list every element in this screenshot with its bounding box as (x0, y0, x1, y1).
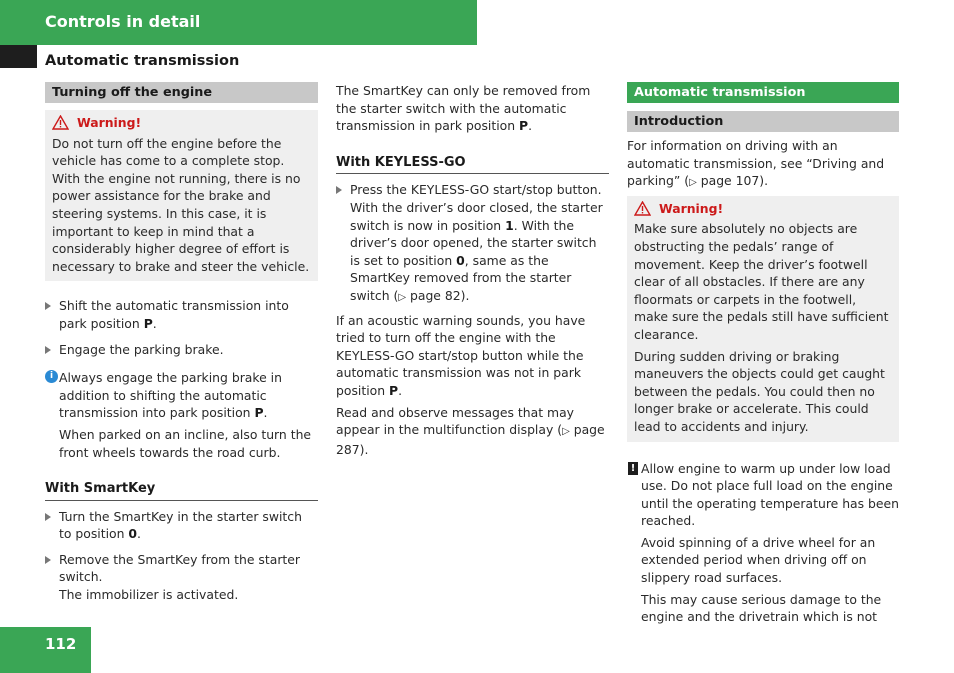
info-icon: i (45, 370, 58, 383)
chapter-header (0, 0, 477, 45)
warning-text-maneuvers: During sudden driving or braking maneuvers the objects could get caught between the pedals. You could then no longer brake or accelerate. This could lead to accidents and injury. (634, 348, 885, 434)
caution-note (627, 460, 899, 626)
step-turn-smartkey: Turn the SmartKey in the starter switch to position 0. (45, 508, 318, 543)
page-reference-icon: ▷ (562, 426, 570, 438)
multifunction-display-text: Read and observe messages that may appear in the multifunction display (▷ page 287). (336, 404, 605, 457)
section-marker (0, 45, 37, 68)
heading-introduction: Introduction (627, 111, 899, 132)
warning-box (627, 196, 899, 442)
column-3 (627, 82, 899, 626)
warning-header (634, 200, 893, 218)
info-note: i Always engage the parking brake in addition to shifting the automatic transmission into park position P. When parked on an incline, also turn the front wheels towards the road curb. (45, 369, 318, 461)
column-1 (45, 82, 318, 604)
warning-label: Warning! (659, 200, 724, 216)
note-damage-text: This may cause serious damage to the engine and the drivetrain which is not (641, 591, 882, 625)
acoustic-warning-text: If an acoustic warning sounds, you have tried to turn off the engine with the KEYLESS-GO start/stop button while the automatic transmission was not in park position P. (336, 312, 586, 398)
page-reference-icon: ▷ (398, 291, 407, 303)
warning-label: Warning! (77, 115, 142, 130)
subheading-with-keyless-go: With KEYLESS-GO (336, 154, 609, 175)
info-text-incline: When parked on an incline, also turn the front wheels towards the road curb. (59, 426, 312, 460)
heading-automatic-transmission: Automatic transmission (627, 82, 899, 103)
warning-triangle-icon (52, 115, 69, 130)
warning-header (52, 114, 312, 132)
page-number: 112 (0, 627, 91, 673)
step-shift-to-park: Shift the automatic transmission into park position P. (45, 297, 318, 332)
column-2 (336, 82, 609, 458)
warning-text: Do not turn off the engine before the vehicle has come to a complete stop. With the engine not running, there is no power assistance for the brake and steering systems. In this case, it is important to keep in mind that a considerably higher degree of effort is necessary to brake and steer the vehicle. (52, 135, 310, 274)
page-reference-icon: ▷ (689, 177, 697, 189)
intro-text: For information on driving with an automatic transmission, see “Driving and parking” (▷ page 107). (627, 138, 885, 189)
step-arrow-icon (45, 556, 51, 564)
warning-box (45, 110, 318, 281)
warning-triangle-icon (634, 201, 651, 216)
immobilizer-text: The immobilizer is activated. (59, 587, 239, 603)
exclamation-icon: ! (628, 462, 638, 475)
subheading-with-smartkey: With SmartKey (45, 480, 318, 501)
step-parking-brake: Engage the parking brake. (45, 341, 318, 359)
heading-turning-off-engine: Turning off the engine (45, 82, 318, 103)
step-arrow-icon (336, 186, 342, 194)
step-press-keyless-go: Press the KEYLESS-GO start/stop button. With the driver’s door closed, the starter switch is now in position 1. With the driver’s door opened, the starter switch is set to position 0, same as the SmartKey removed from the starter switch (▷ page 82). (336, 181, 609, 306)
smartkey-removal-text: The SmartKey can only be removed from the starter switch with the automatic transmission in park position P. (336, 83, 591, 134)
note-warm-up-text: Allow engine to warm up under low load use. Do not place full load on the engine until the operating temperature has been reached. (641, 460, 900, 529)
section-title: Automatic transmission (45, 53, 240, 69)
step-remove-smartkey: Remove the SmartKey from the starter switch. The immobilizer is activated. (45, 551, 318, 604)
step-arrow-icon (45, 346, 51, 354)
chapter-title: Controls in detail (45, 12, 201, 31)
warning-text-pedals: Make sure absolutely no objects are obstructing the pedals’ range of movement. Keep the driver’s footwell clear of all obstacles. If there are any floormats or carpets in the footwell, make sure the pedals still have sufficient clearance. (634, 221, 889, 342)
step-arrow-icon (45, 302, 51, 310)
note-wheel-spin-text: Avoid spinning of a drive wheel for an extended period when driving off on slippery road surfaces. (641, 534, 876, 586)
step-arrow-icon (45, 513, 51, 521)
